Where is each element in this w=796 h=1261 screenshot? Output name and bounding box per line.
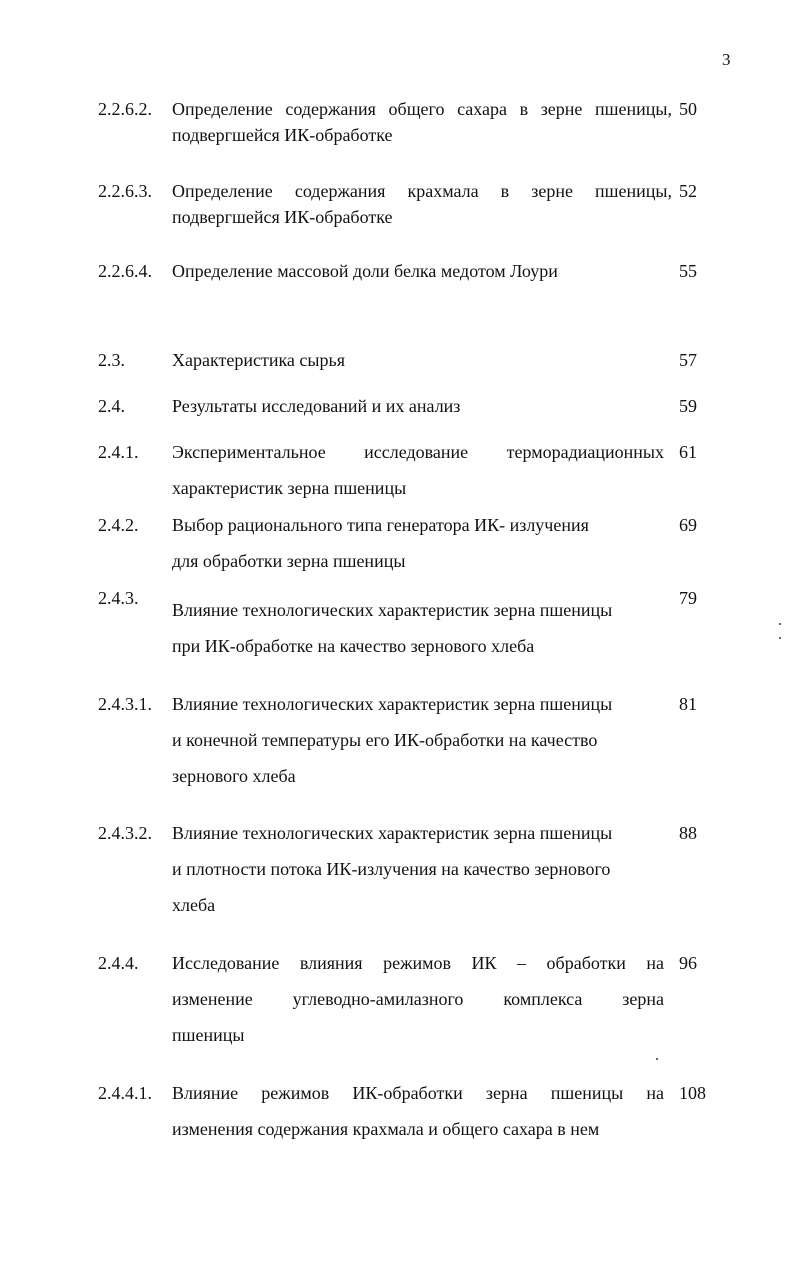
toc-entry-title xyxy=(172,347,664,373)
toc-entry-line: Определение массовой доли белка медотом Лоури xyxy=(172,261,558,281)
toc-entry-title xyxy=(172,1075,664,1147)
toc-entry-page: 108 xyxy=(679,1083,706,1103)
toc-entry-page: 52 xyxy=(679,181,697,201)
toc-entry-page: 96 xyxy=(679,953,697,973)
scan-speck xyxy=(779,637,781,639)
toc-entry-page: 69 xyxy=(679,515,697,535)
scan-speck xyxy=(656,1058,658,1060)
toc-entry-number: 2.4.3.1. xyxy=(98,694,152,714)
toc-entry-number: 2.2.6.4. xyxy=(98,261,152,281)
scan-speck xyxy=(779,623,781,625)
toc-entry-number: 2.4.3. xyxy=(98,588,139,608)
toc-entry-title xyxy=(172,945,664,1053)
toc-entry-line: Исследование влияния режимов ИК – обработки на xyxy=(172,953,664,973)
toc-entry-number: 2.3. xyxy=(98,350,125,370)
toc-entry-line: для обработки зерна пшеницы xyxy=(172,551,406,571)
toc-entry-line: хлеба xyxy=(172,895,216,915)
toc-entry-title xyxy=(172,507,664,579)
toc-entry-line: Экспериментальное исследование терморадиационных xyxy=(172,442,664,462)
toc-entry-title xyxy=(172,686,664,794)
toc-entry-line: зернового хлеба xyxy=(172,766,296,786)
toc-entry-line: Влияние режимов ИК-обработки зерна пшеницы на xyxy=(172,1083,664,1103)
toc-entry-number: 2.4.4.1. xyxy=(98,1083,152,1103)
toc-entry-line: характеристик зерна пшеницы xyxy=(172,478,407,498)
toc-entry-number: 2.4.2. xyxy=(98,515,139,535)
toc-entry-number: 2.4.3.2. xyxy=(98,823,152,843)
toc-entry-number: 2.4. xyxy=(98,396,125,416)
toc-entry-line: Характеристика сырья xyxy=(172,350,345,370)
toc-entry-number: 2.4.1. xyxy=(98,442,139,462)
toc-entry-page: 61 xyxy=(679,442,697,462)
toc-entry-line: изменения содержания крахмала и общего сахара в нем xyxy=(172,1119,600,1139)
toc-entry-line: Определение содержания общего сахара в зерне пшеницы, xyxy=(172,99,672,119)
toc-entry-title xyxy=(172,434,664,506)
toc-entry-page: 59 xyxy=(679,396,697,416)
toc-entry-line: Влияние технологических характеристик зерна пшеницы xyxy=(172,694,613,714)
toc-entry-line: при ИК-обработке на качество зернового хлеба xyxy=(172,636,535,656)
toc-entry-page: 57 xyxy=(679,350,697,370)
toc-entry-line: Влияние технологических характеристик зерна пшеницы xyxy=(172,823,613,843)
toc-entry-line: и конечной температуры его ИК-обработки на качество xyxy=(172,730,598,750)
toc-entry-title xyxy=(172,178,672,230)
toc-entry-line: подвергшейся ИК-обработке xyxy=(172,125,393,145)
toc-entry-number: 2.2.6.2. xyxy=(98,99,152,119)
toc-entry-page: 88 xyxy=(679,823,697,843)
toc-entry-page: 50 xyxy=(679,99,697,119)
page-number: 3 xyxy=(722,50,731,69)
toc-entry-page: 81 xyxy=(679,694,697,714)
toc-entry-page: 79 xyxy=(679,588,697,608)
toc-entry-title xyxy=(172,592,664,664)
toc-entry-line: Влияние технологических характеристик зерна пшеницы xyxy=(172,600,613,620)
toc-entry-line: Определение содержания крахмала в зерне пшеницы, xyxy=(172,181,672,201)
toc-entry-title xyxy=(172,96,672,148)
toc-entry-line: подвергшейся ИК-обработке xyxy=(172,207,393,227)
toc-entry-line: Результаты исследований и их анализ xyxy=(172,396,461,416)
toc-entry-page: 55 xyxy=(679,261,697,281)
toc-entry-line: и плотности потока ИК-излучения на качество зернового xyxy=(172,859,611,879)
toc-entry-number: 2.2.6.3. xyxy=(98,181,152,201)
toc-entry-line: пшеницы xyxy=(172,1025,245,1045)
toc-entry-title xyxy=(172,393,664,419)
toc-entry-line: изменение углеводно-амилазного комплекса зерна xyxy=(172,989,664,1009)
toc-entry-line: Выбор рационального типа генератора ИК- излучения xyxy=(172,515,589,535)
toc-entry-title xyxy=(172,258,664,284)
toc-entry-title xyxy=(172,815,664,923)
toc-entry-number: 2.4.4. xyxy=(98,953,139,973)
